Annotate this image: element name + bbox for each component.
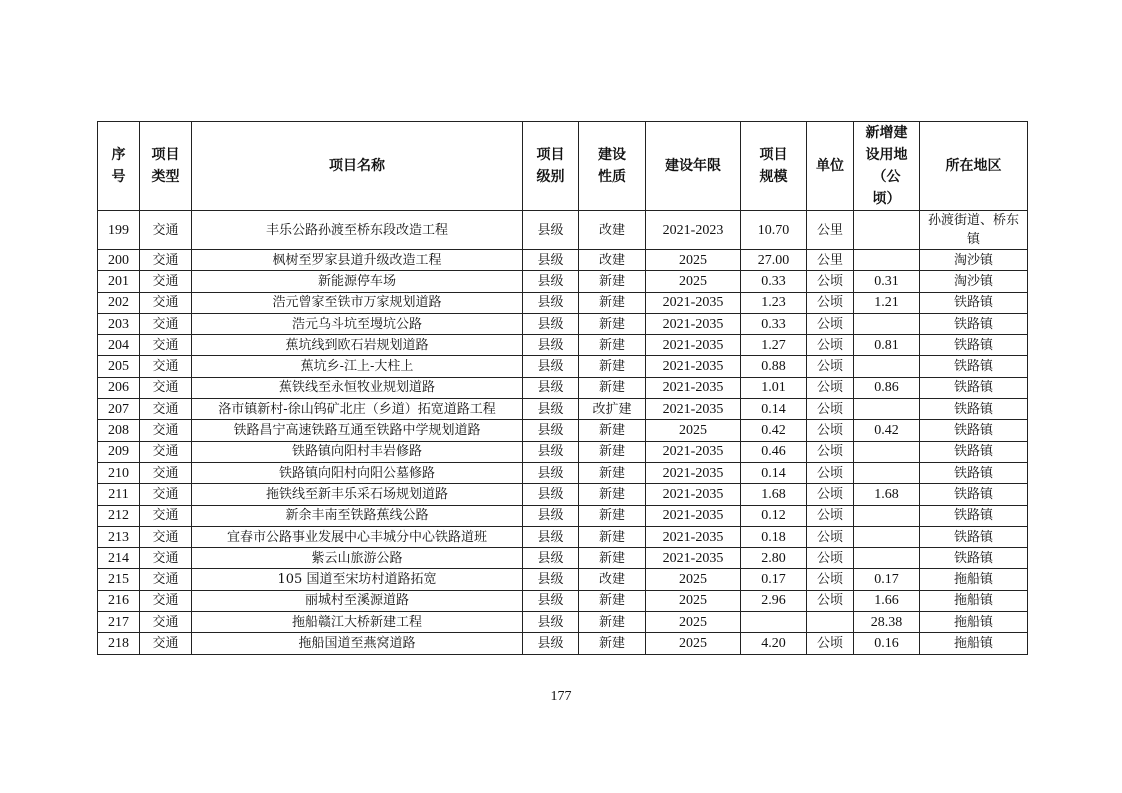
cell-col-region: 铁路镇: [920, 484, 1028, 505]
header-line: 顷）: [872, 191, 901, 207]
cell-col-nature: 新建: [579, 441, 646, 462]
cell-col-period: 2021-2023: [646, 211, 741, 250]
cell-col-scale: [741, 612, 807, 633]
header-line: 序: [111, 147, 126, 163]
cell-col-unit: 公顷: [807, 377, 854, 398]
cell-col-unit: 公顷: [807, 356, 854, 377]
table-row: [98, 377, 1028, 398]
cell-col-scale: 0.33: [741, 313, 807, 334]
cell-col-name: 蕉铁线至永恒牧业规划道路: [192, 377, 523, 398]
cell-col-type: 交通: [140, 420, 192, 441]
cell-col-region: 拖船镇: [920, 612, 1028, 633]
cell-col-type: 交通: [140, 292, 192, 313]
cell-col-level: 县级: [523, 526, 579, 547]
header-col-nature: [579, 122, 646, 211]
cell-col-index: 206: [98, 377, 140, 398]
cell-col-level: 县级: [523, 505, 579, 526]
cell-col-period: 2021-2035: [646, 441, 741, 462]
cell-col-index: 210: [98, 462, 140, 483]
cell-col-level: 县级: [523, 420, 579, 441]
cell-col-level: 县级: [523, 462, 579, 483]
header-line: 新增建: [865, 125, 908, 141]
cell-col-index: 201: [98, 271, 140, 292]
project-table: [97, 121, 1028, 655]
cell-col-nature: 新建: [579, 526, 646, 547]
cell-col-region: 拖船镇: [920, 633, 1028, 654]
table-row: [98, 356, 1028, 377]
cell-col-unit: 公顷: [807, 548, 854, 569]
cell-col-name: 拖船国道至燕窝道路: [192, 633, 523, 654]
table-row: [98, 612, 1028, 633]
cell-col-region: 铁路镇: [920, 313, 1028, 334]
cell-col-nature: 新建: [579, 377, 646, 398]
cell-col-period: 2025: [646, 612, 741, 633]
header-line: 项目: [151, 147, 180, 163]
cell-col-new-land: [854, 441, 920, 462]
cell-col-index: 216: [98, 590, 140, 611]
cell-col-scale: 0.12: [741, 505, 807, 526]
cell-col-name: 紫云山旅游公路: [192, 548, 523, 569]
cell-col-period: 2021-2035: [646, 505, 741, 526]
cell-col-type: 交通: [140, 250, 192, 271]
cell-col-index: 208: [98, 420, 140, 441]
cell-col-period: 2021-2035: [646, 484, 741, 505]
header-col-period: [646, 122, 741, 211]
cell-col-nature: 新建: [579, 548, 646, 569]
cell-col-scale: 0.33: [741, 271, 807, 292]
cell-col-new-land: 0.86: [854, 377, 920, 398]
cell-col-period: 2021-2035: [646, 462, 741, 483]
cell-col-nature: 新建: [579, 335, 646, 356]
cell-col-index: 204: [98, 335, 140, 356]
cell-col-name: 新能源停车场: [192, 271, 523, 292]
header-line: 建设: [598, 147, 626, 163]
cell-col-unit: 公顷: [807, 484, 854, 505]
cell-col-new-land: [854, 399, 920, 420]
cell-col-period: 2021-2035: [646, 335, 741, 356]
cell-col-region: 淘沙镇: [920, 271, 1028, 292]
table-row: [98, 526, 1028, 547]
cell-col-scale: 1.68: [741, 484, 807, 505]
cell-col-type: 交通: [140, 505, 192, 526]
cell-col-level: 县级: [523, 399, 579, 420]
cell-col-new-land: 0.17: [854, 569, 920, 590]
cell-col-unit: 公顷: [807, 313, 854, 334]
cell-col-region: 铁路镇: [920, 377, 1028, 398]
cell-col-level: 县级: [523, 335, 579, 356]
cell-col-name: 宜春市公路事业发展中心丰城分中心铁路道班: [192, 526, 523, 547]
cell-col-unit: 公顷: [807, 569, 854, 590]
header-line: 项目: [759, 147, 788, 163]
table-row: [98, 250, 1028, 271]
cell-col-type: 交通: [140, 441, 192, 462]
cell-col-type: 交通: [140, 399, 192, 420]
cell-col-period: 2025: [646, 271, 741, 292]
cell-col-unit: 公里: [807, 211, 854, 250]
cell-col-index: 213: [98, 526, 140, 547]
cell-col-period: 2021-2035: [646, 399, 741, 420]
table-body: [98, 211, 1028, 655]
cell-col-level: 县级: [523, 484, 579, 505]
cell-col-scale: 0.42: [741, 420, 807, 441]
cell-col-nature: 改扩建: [579, 399, 646, 420]
cell-col-unit: 公顷: [807, 462, 854, 483]
cell-col-index: 205: [98, 356, 140, 377]
table-row: [98, 420, 1028, 441]
cell-col-scale: 0.18: [741, 526, 807, 547]
header-line: 规模: [759, 169, 788, 185]
cell-col-level: 县级: [523, 356, 579, 377]
cell-col-name: 新余丰南至铁路蕉线公路: [192, 505, 523, 526]
cell-col-period: 2021-2035: [646, 356, 741, 377]
cell-col-scale: 2.80: [741, 548, 807, 569]
cell-col-nature: 新建: [579, 356, 646, 377]
cell-col-name: 丽城村至溪源道路: [192, 590, 523, 611]
table-row: [98, 548, 1028, 569]
cell-col-region: 铁路镇: [920, 462, 1028, 483]
cell-col-scale: 0.14: [741, 399, 807, 420]
cell-col-scale: 2.96: [741, 590, 807, 611]
cell-col-period: 2025: [646, 569, 741, 590]
cell-col-level: 县级: [523, 313, 579, 334]
cell-col-nature: 改建: [579, 250, 646, 271]
cell-col-new-land: 0.31: [854, 271, 920, 292]
cell-col-new-land: 1.66: [854, 590, 920, 611]
cell-col-unit: 公顷: [807, 420, 854, 441]
cell-col-nature: 新建: [579, 612, 646, 633]
cell-col-index: 203: [98, 313, 140, 334]
cell-col-period: 2021-2035: [646, 377, 741, 398]
table-row: [98, 505, 1028, 526]
table-row: [98, 292, 1028, 313]
header-line: 建设年限: [665, 158, 721, 174]
cell-col-index: 218: [98, 633, 140, 654]
header-col-scale: [741, 122, 807, 211]
cell-col-index: 202: [98, 292, 140, 313]
cell-col-level: 县级: [523, 548, 579, 569]
cell-col-type: 交通: [140, 313, 192, 334]
table-row: [98, 590, 1028, 611]
cell-col-type: 交通: [140, 484, 192, 505]
cell-col-new-land: 0.81: [854, 335, 920, 356]
cell-col-scale: 1.01: [741, 377, 807, 398]
cell-col-name: 拖船赣江大桥新建工程: [192, 612, 523, 633]
cell-col-nature: 新建: [579, 505, 646, 526]
cell-col-scale: 1.23: [741, 292, 807, 313]
table-row: [98, 484, 1028, 505]
header-col-unit: [807, 122, 854, 211]
cell-col-new-land: 1.68: [854, 484, 920, 505]
header-col-index: [98, 122, 140, 211]
cell-col-index: 211: [98, 484, 140, 505]
cell-col-level: 县级: [523, 377, 579, 398]
cell-col-region: 铁路镇: [920, 505, 1028, 526]
cell-col-scale: 0.14: [741, 462, 807, 483]
cell-col-index: 207: [98, 399, 140, 420]
cell-col-nature: 新建: [579, 420, 646, 441]
cell-col-nature: 新建: [579, 313, 646, 334]
cell-col-unit: 公顷: [807, 526, 854, 547]
header-line: 设用地: [865, 147, 908, 163]
header-col-name: [192, 122, 523, 211]
table-row: [98, 633, 1028, 654]
cell-col-level: 县级: [523, 612, 579, 633]
header-line: 性质: [598, 169, 626, 185]
cell-col-index: 212: [98, 505, 140, 526]
cell-col-unit: 公顷: [807, 590, 854, 611]
cell-col-level: 县级: [523, 590, 579, 611]
cell-col-nature: 新建: [579, 462, 646, 483]
cell-col-new-land: 0.16: [854, 633, 920, 654]
cell-col-name: 蕉坑乡-江上-大柱上: [192, 356, 523, 377]
cell-col-type: 交通: [140, 462, 192, 483]
cell-col-region: 拖船镇: [920, 569, 1028, 590]
cell-col-scale: 4.20: [741, 633, 807, 654]
cell-col-name: 铁路镇向阳村丰岩修路: [192, 441, 523, 462]
cell-col-new-land: [854, 211, 920, 250]
cell-col-level: 县级: [523, 569, 579, 590]
cell-col-unit: 公顷: [807, 505, 854, 526]
cell-col-name: 丰乐公路孙渡至桥东段改造工程: [192, 211, 523, 250]
cell-col-region: 铁路镇: [920, 399, 1028, 420]
cell-col-unit: 公顷: [807, 399, 854, 420]
cell-col-period: 2021-2035: [646, 292, 741, 313]
cell-col-unit: 公顷: [807, 335, 854, 356]
cell-col-region: 孙渡街道、桥东镇: [920, 211, 1028, 250]
table-header-row: [98, 122, 1028, 211]
cell-col-level: 县级: [523, 441, 579, 462]
cell-col-index: 214: [98, 548, 140, 569]
cell-col-period: 2025: [646, 590, 741, 611]
header-col-level: [523, 122, 579, 211]
cell-col-level: 县级: [523, 292, 579, 313]
table-row: [98, 313, 1028, 334]
cell-col-type: 交通: [140, 356, 192, 377]
header-line: （公: [872, 169, 901, 185]
table-row: [98, 399, 1028, 420]
table-row: [98, 462, 1028, 483]
cell-col-name: 蕉坑线到欧石岩规划道路: [192, 335, 523, 356]
cell-col-type: 交通: [140, 377, 192, 398]
cell-col-new-land: [854, 356, 920, 377]
cell-col-index: 199: [98, 211, 140, 250]
cell-col-new-land: [854, 505, 920, 526]
cell-col-type: 交通: [140, 335, 192, 356]
cell-col-unit: 公顷: [807, 441, 854, 462]
cell-col-nature: 改建: [579, 211, 646, 250]
cell-col-unit: 公顷: [807, 292, 854, 313]
header-col-type: [140, 122, 192, 211]
cell-col-new-land: [854, 548, 920, 569]
cell-col-period: 2025: [646, 420, 741, 441]
cell-col-unit: 公里: [807, 250, 854, 271]
cell-col-name: 洛市镇新村-徐山钨矿北庄（乡道）拓宽道路工程: [192, 399, 523, 420]
cell-col-nature: 新建: [579, 292, 646, 313]
cell-col-scale: 0.17: [741, 569, 807, 590]
cell-col-new-land: 28.38: [854, 612, 920, 633]
header-line: 号: [111, 169, 126, 185]
cell-col-scale: 10.70: [741, 211, 807, 250]
cell-col-scale: 1.27: [741, 335, 807, 356]
cell-col-index: 217: [98, 612, 140, 633]
cell-col-index: 200: [98, 250, 140, 271]
cell-col-nature: 新建: [579, 633, 646, 654]
page-number: 177: [550, 689, 572, 704]
cell-col-new-land: 1.21: [854, 292, 920, 313]
table-row: [98, 441, 1028, 462]
cell-col-index: 215: [98, 569, 140, 590]
header-line: 单位: [816, 158, 844, 174]
cell-col-type: 交通: [140, 271, 192, 292]
cell-col-region: 铁路镇: [920, 548, 1028, 569]
cell-col-level: 县级: [523, 250, 579, 271]
cell-col-region: 铁路镇: [920, 356, 1028, 377]
header-line: 级别: [536, 169, 565, 185]
header-line: 所在地区: [945, 158, 1002, 174]
cell-col-type: 交通: [140, 612, 192, 633]
cell-col-type: 交通: [140, 211, 192, 250]
cell-col-new-land: [854, 462, 920, 483]
cell-col-nature: 新建: [579, 484, 646, 505]
cell-col-type: 交通: [140, 633, 192, 654]
cell-col-period: 2025: [646, 250, 741, 271]
cell-col-region: 铁路镇: [920, 526, 1028, 547]
cell-col-new-land: [854, 250, 920, 271]
cell-col-region: 铁路镇: [920, 441, 1028, 462]
cell-col-type: 交通: [140, 590, 192, 611]
cell-col-new-land: [854, 526, 920, 547]
cell-col-name: 铁路昌宁高速铁路互通至铁路中学规划道路: [192, 420, 523, 441]
cell-col-nature: 新建: [579, 590, 646, 611]
cell-col-period: 2021-2035: [646, 548, 741, 569]
header-line: 类型: [151, 169, 180, 185]
header-col-region: [920, 122, 1028, 211]
cell-col-new-land: [854, 313, 920, 334]
cell-col-name: 拖铁线至新丰乐采石场规划道路: [192, 484, 523, 505]
cell-col-nature: 改建: [579, 569, 646, 590]
cell-col-new-land: 0.42: [854, 420, 920, 441]
cell-col-unit: 公顷: [807, 633, 854, 654]
cell-col-period: 2025: [646, 633, 741, 654]
cell-col-level: 县级: [523, 271, 579, 292]
cell-col-region: 淘沙镇: [920, 250, 1028, 271]
cell-col-name: 枫树至罗家县道升级改造工程: [192, 250, 523, 271]
cell-col-period: 2021-2035: [646, 526, 741, 547]
header-col-new-land: [854, 122, 920, 211]
table-row: [98, 335, 1028, 356]
cell-col-period: 2021-2035: [646, 313, 741, 334]
cell-col-unit: [807, 612, 854, 633]
cell-col-name: 浩元乌斗坑至墁坑公路: [192, 313, 523, 334]
cell-col-scale: 0.46: [741, 441, 807, 462]
cell-col-name: 浩元曾家至铁市万家规划道路: [192, 292, 523, 313]
cell-col-unit: 公顷: [807, 271, 854, 292]
cell-col-index: 209: [98, 441, 140, 462]
table-row: [98, 211, 1028, 250]
cell-col-region: 铁路镇: [920, 335, 1028, 356]
table-row: [98, 271, 1028, 292]
cell-col-name: 105 国道至宋坊村道路拓宽: [192, 569, 523, 590]
cell-col-region: 铁路镇: [920, 292, 1028, 313]
cell-col-region: 铁路镇: [920, 420, 1028, 441]
cell-col-type: 交通: [140, 526, 192, 547]
header-line: 项目名称: [329, 158, 385, 174]
cell-col-nature: 新建: [579, 271, 646, 292]
cell-col-scale: 0.88: [741, 356, 807, 377]
table-row: [98, 569, 1028, 590]
cell-col-type: 交通: [140, 548, 192, 569]
cell-col-name: 铁路镇向阳村向阳公墓修路: [192, 462, 523, 483]
cell-col-level: 县级: [523, 633, 579, 654]
cell-col-level: 县级: [523, 211, 579, 250]
header-line: 项目: [536, 147, 565, 163]
cell-col-type: 交通: [140, 569, 192, 590]
cell-col-region: 拖船镇: [920, 590, 1028, 611]
cell-col-scale: 27.00: [741, 250, 807, 271]
